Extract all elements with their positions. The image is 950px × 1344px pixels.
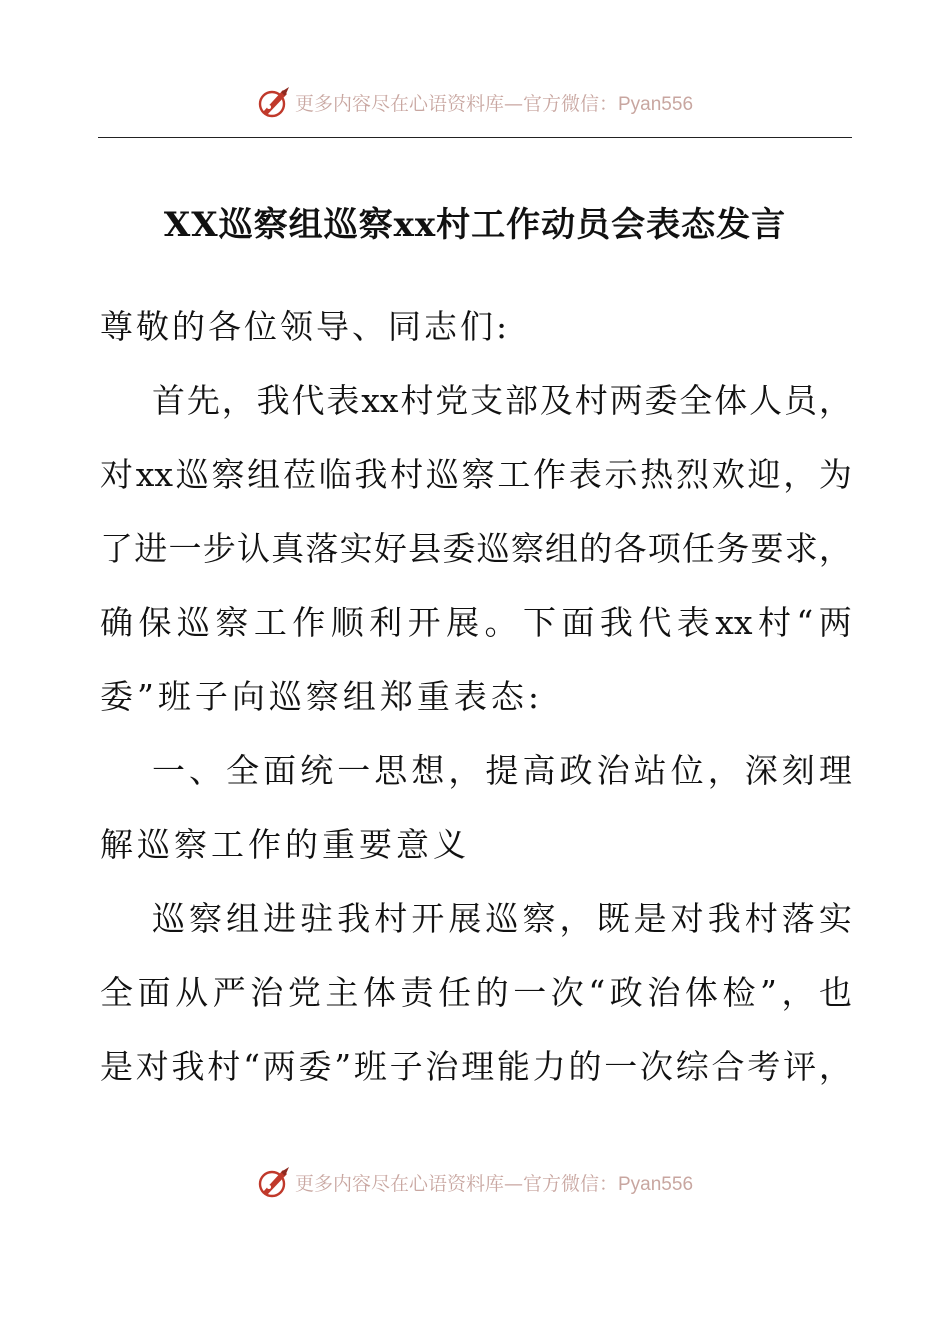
text-line: 巡 察 组 进 驻 我 村 开 展 巡 察 ， 既 是 对 我 村 落 实 — [152, 899, 852, 938]
header-watermark — [0, 82, 950, 122]
pen-nib-circle-icon — [257, 1165, 291, 1199]
text-line: 是 对 我 村 “ 两 委 ” 班 子 治 理 能 力 的 一 次 综 合 考 评 ， — [100, 1047, 852, 1086]
text-line: 委”班子向巡察组郑重表态: — [100, 677, 543, 716]
section-heading-line: 解巡察工作的重要意义 — [100, 825, 470, 864]
text-line: 首 先 ， 我 代 表 xx 村 党 支 部 及 村 两 委 全 体 人 员 ， — [152, 381, 852, 420]
text-line: 确 保 巡 察 工 作 顺 利 开 展 。 下 面 我 代 表 xx 村 “ 两 — [100, 603, 852, 642]
header-divider — [98, 137, 852, 138]
salutation-line: 尊敬的各位领导、同志们: — [100, 307, 511, 346]
text-line: 了 进 一 步 认 真 落 实 好 县 委 巡 察 组 的 各 项 任 务 要 求 ， — [100, 529, 852, 568]
section-heading-line: 一 、 全 面 统 一 思 想 ， 提 高 政 治 站 位 ， 深 刻 理 — [152, 751, 852, 790]
pen-nib-circle-icon — [257, 85, 291, 119]
text-line: 对 xx 巡 察 组 莅 临 我 村 巡 察 工 作 表 示 热 烈 欢 迎 ， 为 — [100, 455, 852, 494]
document-body — [100, 290, 852, 1104]
text-line: 全 面 从 严 治 党 主 体 责 任 的 一 次 “ 政 治 体 检 ” ， 也 — [100, 973, 852, 1012]
document-title: XX巡察组巡察xx村工作动员会表态发言 — [163, 205, 787, 245]
watermark-text: 更多内容尽在心语资料库—官方微信：Pyan556 — [294, 1172, 694, 1195]
watermark-text: 更多内容尽在心语资料库—官方微信：Pyan556 — [294, 92, 694, 115]
footer-watermark — [0, 1162, 950, 1202]
